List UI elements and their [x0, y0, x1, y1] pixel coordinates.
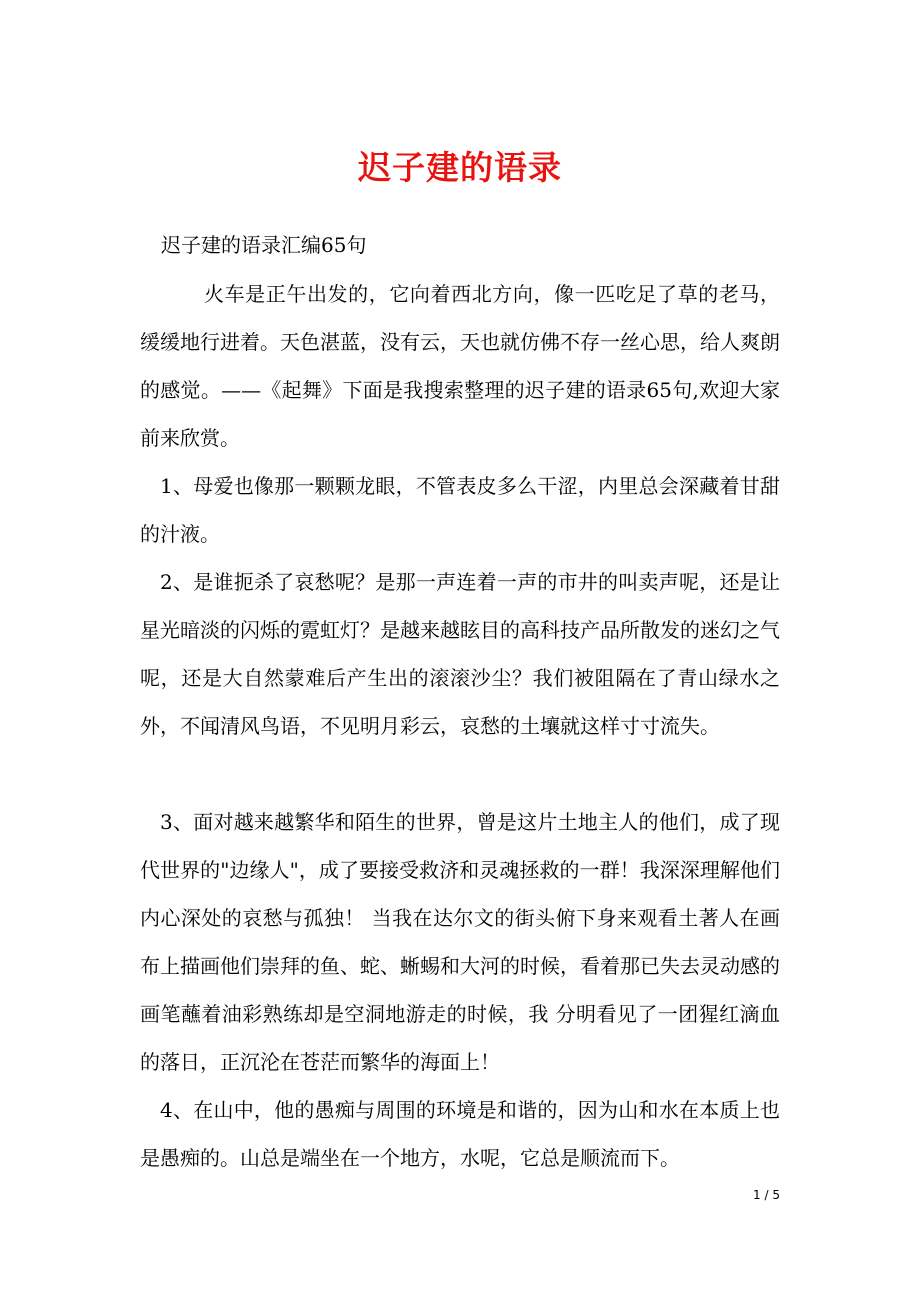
- page-number: 1 / 5: [753, 1188, 780, 1202]
- document-subtitle: 迟子建的语录汇编65句: [161, 233, 367, 257]
- quote-paragraph-3: 3、面对越来越繁华和陌生的世界，曾是这片土地主人的他们，成了现代世界的"边缘人"，成了要接受救济和灵魂拯救的一群！我深深理解他们内心深处的哀愁与孤独！ 当我在达尔文的街头俯下身来观看土著人在画布上描画他们崇拜的鱼、蛇、蜥蜴和大河的时候，看着那已失去灵动感的画笔蘸着油彩熟练却是空洞地游走的时候，我 分明看见了一团猩红滴血的落日，正沉沦在苍茫而繁华的海面上！: [140, 810, 780, 1074]
- intro-paragraph: 火车是正午出发的，它向着西北方向，像一匹吃足了草的老马，缓缓地行进着。天色湛蓝，没有云，天也就仿佛不存一丝心思，给人爽朗的感觉。——《起舞》下面是我搜索整理的迟子建的语录65句,欢迎大家前来欣赏。: [140, 282, 780, 450]
- quote-paragraph-4: 4、在山中，他的愚痴与周围的环境是和谐的，因为山和水在本质上也是愚痴的。山总是端坐在一个地方，水呢，它总是顺流而下。: [140, 1098, 780, 1170]
- quote-paragraph-1: 1、母爱也像那一颗颗龙眼，不管表皮多么干涩，内里总会深藏着甘甜的汁液。: [140, 474, 780, 546]
- document-title: 迟子建的语录: [358, 148, 562, 187]
- quote-paragraph-2: 2、是谁扼杀了哀愁呢？是那一声连着一声的市井的叫卖声呢，还是让星光暗淡的闪烁的霓虹灯？是越来越眩目的高科技产品所散发的迷幻之气呢，还是大自然蒙难后产生出的滚滚沙尘？我们被阻隔在了青山绿水之外，不闻清风鸟语，不见明月彩云，哀愁的土壤就这样寸寸流失。: [140, 570, 780, 738]
